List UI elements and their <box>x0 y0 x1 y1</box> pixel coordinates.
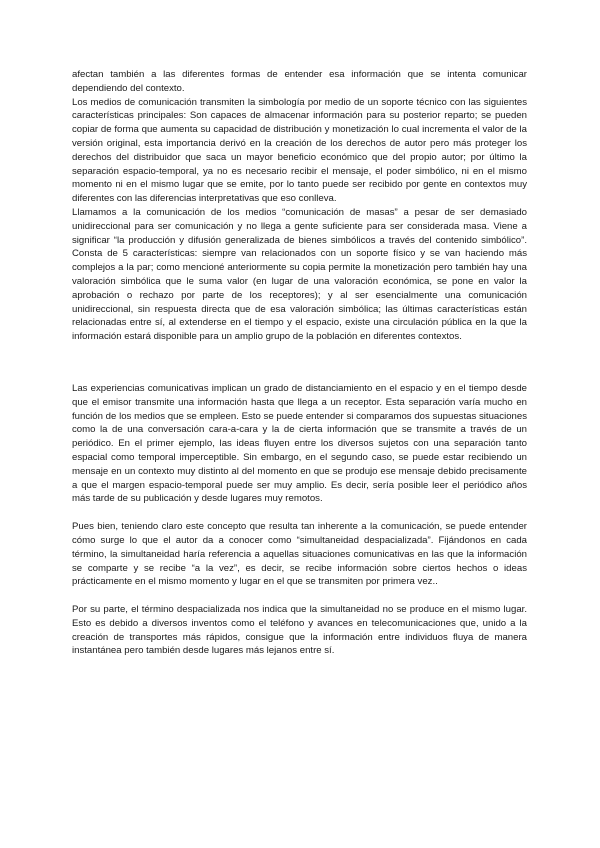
paragraph-media-technical-support: Los medios de comunicación transmiten la simbología por medio de un soporte técnico con las siguientes características principales: Son capaces de almacenar información para su posterior reparto; se pueden copiar de forma que aumenta su capacidad de distribución y monetización lo cual incrementa el valor de la versión original, esta importancia derivó en la creación de los derechos de autor pero más proteger los derechos del distribuidor que saca un mayor beneficio económico que del propio autor; por último la separación espacio-temporal, ya no es necesario recibir el mensaje, el poder simbólico, ni en el mismo momento ni en el mismo lugar que se emite, por lo tanto puede ser recibido por gente en contextos muy diferentes con las diferencias interpretativas que eso conlleva. <box>72 96 527 205</box>
document-page <box>72 68 527 658</box>
paragraph-spacer <box>72 506 527 520</box>
paragraph-spacer <box>72 589 527 603</box>
paragraph-continuation: afectan también a las diferentes formas de entender esa información que se intenta comunicar dependiendo del contexto. <box>72 69 527 94</box>
section-spacer <box>72 344 527 382</box>
paragraph-communicative-experiences: Las experiencias comunicativas implican un grado de distanciamiento en el espacio y en el tiempo desde que el emisor transmite una información hasta que llega a un receptor. Esta separación varía mucho en función de los medios que se empleen. Esto se puede entender si comparamos dos supuestas situaciones como la de una conversación cara-a-cara y la de cierta información que se transmite a través de un periódico. En el primer ejemplo, las ideas fluyen entre los diversos sujetos con una separación tanto espacial como temporal imperceptible. Sin embargo, en el segundo caso, se puede estar recibiendo un mensaje en un contexto muy distinto al del momento en que se produjo ese mensaje debido precisamente a que el margen espacio-temporal puede ser muy amplio. Es decir, sería posible leer el periódico años más tarde de su publicación y desde lugares muy remotos. <box>72 382 527 505</box>
paragraph-despatialized-simultaneity: Pues bien, teniendo claro este concepto que resulta tan inherente a la comunicación, se puede entender cómo surge lo que el autor da a conocer como “simultaneidad despacializada”. Fijándonos en cada término, la simultaneidad haría referencia a aquellas situaciones comunicativas en las que la información se comparte y se recibe “a la vez”, es decir, se recibe información sobre ciertos hechos o ideas prácticamente en el mismo momento y lugar en el que se transmiten por primera vez.. <box>72 521 527 588</box>
paragraph-despatialized-term: Por su parte, el término despacializada nos indica que la simultaneidad no se produce en el mismo lugar. Esto es debido a diversos inventos como el teléfono y avances en telecomunicaciones que, unido a la creación de transportes más rápidos, consigue que la información entre individuos fluya de manera instantánea pero también desde lugares más lejanos entre sí. <box>72 604 527 657</box>
paragraph-mass-communication: Llamamos a la comunicación de los medios “comunicación de masas” a pesar de ser demasiado unidireccional para ser comunicación y no llega a gente suficiente para ser considerada masa. Viene a significar “la producción y difusión generalizada de bienes simbólicos a través del contenido simbólico”. Consta de 5 características: siempre van relacionados con un soporte físico y se van haciendo más complejos a la par; como mencioné anteriormente su copia permite la monetización pero también hay una valoración simbólica que le suma valor (en lugar de una valoración económica, se pone en valor la aprobación o rechazo por parte de los receptores); y al ser esencialmente una comunicación unidireccional, sin respuesta directa que de esa valoración simbólica; las últimas características están relacionadas entre sí, al extenderse en el tiempo y el espacio, existe una circulación pública en la que la información estará disponible para un amplio grupo de la población en diferentes contextos. <box>72 206 527 343</box>
